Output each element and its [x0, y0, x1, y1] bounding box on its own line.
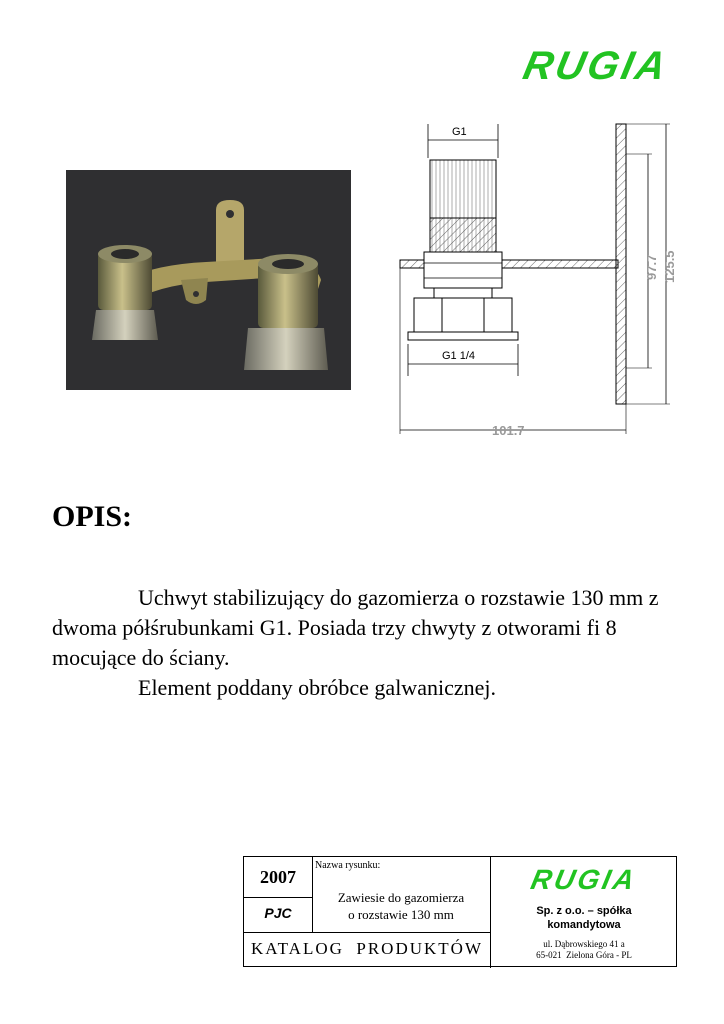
year-field: 2007 — [260, 867, 296, 887]
rugia-logo: RUGIA — [519, 44, 673, 88]
product-photo — [66, 170, 351, 390]
label-dim-101-7: 101.7 — [492, 423, 525, 438]
description-paragraph-1: Uchwyt stabilizujący do gazomierza o rozstawie 130 mm z dwoma półśrubunkami G1. Posiada trzy chwyty z otworami fi 8 mocujące do ściany. — [52, 585, 659, 670]
label-dim-125-5: 125.5 — [662, 250, 677, 283]
catalog-label: KATALOG PRODUKTÓW — [250, 939, 483, 958]
author-mark: PJC — [264, 905, 292, 921]
section-heading: OPIS: — [52, 500, 133, 533]
label-g1-1-4: G1 1/4 — [442, 350, 476, 362]
address-line-1: ul. Dąbrowskiego 41 a — [543, 939, 625, 949]
drawing-name-line-2: o rozstawie 130 mm — [348, 907, 454, 922]
address-line-2: 65-021 Zielona Góra - PL — [536, 950, 632, 960]
title-block — [243, 856, 677, 967]
description — [52, 583, 672, 703]
label-dim-97-7: 97.7 — [644, 254, 659, 280]
company-line-1: Sp. z o.o. – spółka — [536, 905, 632, 917]
company-logo: RUGIA — [528, 864, 641, 895]
drawing-name-line-1: Zawiesie do gazomierza — [337, 890, 465, 905]
description-paragraph-2: Element poddany obróbce galwanicznej. — [138, 675, 496, 700]
company-line-2: komandytowa — [547, 919, 621, 931]
label-g1: G1 — [452, 126, 467, 138]
technical-drawing — [390, 118, 680, 440]
drawing-name-label: Nazwa rysunku: — [315, 860, 381, 871]
